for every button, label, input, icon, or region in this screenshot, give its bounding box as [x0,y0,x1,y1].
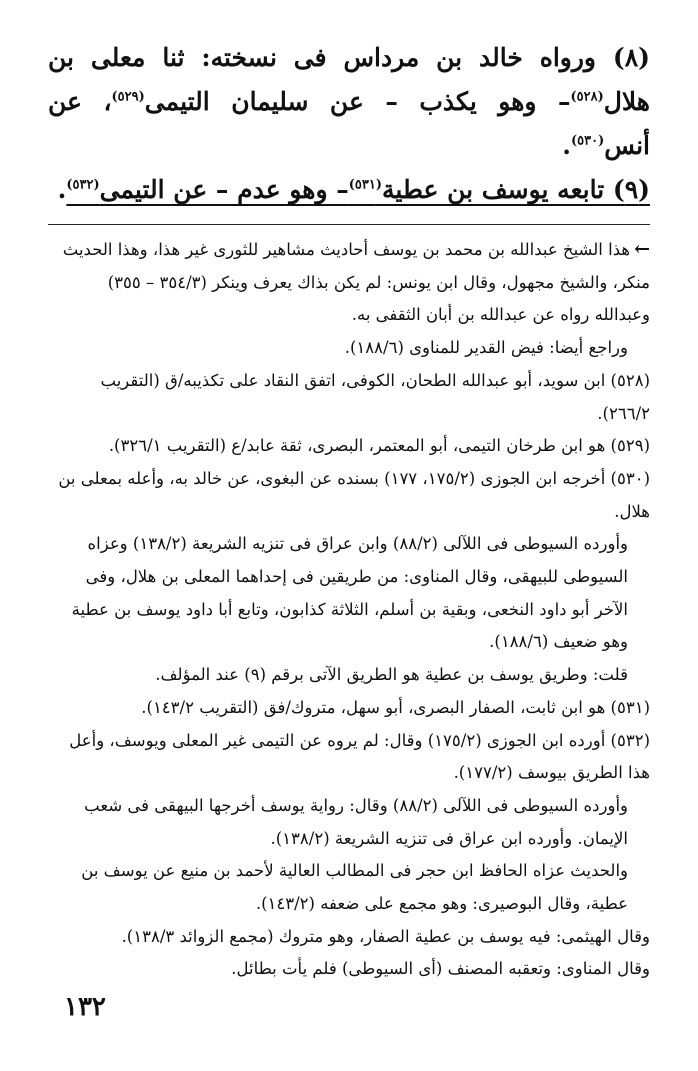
footnote-ref-528: (٥٢٨) [570,89,604,105]
footnote-532-c: والحديث عزاه الحافظ ابن حجر فى المطالب العالية لأحمد بن منيع عن يوسف بن عطية، وقال البوصيرى: وهو مجمع على ضعفه (١٤٣/٢). [81,861,628,914]
footnote-continued: ←هذا الشيخ عبدالله بن محمد بن يوسف أحاديث مشاهير للثورى غير هذا، وهذا الحديث منكر، والشيخ مجهول، وقال ابن يونس: لم يكن بذاك يعرف وينكر (٣٥٤/٣ – ٣٥٥) وعبدالله رواه عن عبدالله بن أبان الثقفى به. [48,233,650,332]
arrow-mark-icon: ← [634,238,650,260]
page-number: ١٣٢ [64,992,106,1022]
paragraph-8: (٨) ورواه خالد بن مرداس فى نسخته: ثنا معلى بن هلال$^{(٥٢٨)}$– وهو يكذب – عن سليمان التيمى$^{(٥٢٩)}$، عن أنس$^{(٥٣٠)}$. [48,43,650,160]
footnote-528: (٥٢٨) ابن سويد، أبو عبدالله الطحان، الكوفى، اتفق النقاد على تكذيبه/ق (التقريب ٢٦٦/٢). [100,370,650,423]
paragraph-9-underlined: (٩) تابعه يوسف بن عطية$^{(٥٣١)}$– وهو عدم – عن التيمى$^{(٥٣٢)}$ [66,175,650,204]
main-text [48,36,650,212]
footnote-continued-ref: وراجع أيضا: فيض القدير للمناوى (١٨٨/٦). [344,338,628,358]
footnote-ref-529: (٥٢٩) [111,89,145,105]
footnote-532: (٥٣٢) أورده ابن الجوزى (١٧٥/٢) وقال: لم يروه عن التيمى غير المعلى ويوسف، وأعل هذا الطريق بيوسف (١٧٧/٢). [69,730,650,783]
footnote-530-c: قلت: وطريق يوسف بن عطية هو الطريق الآتى برقم (٩) عند المؤلف. [155,665,628,685]
footnote-532-e: وقال المناوى: وتعقبه المصنف (أى السيوطى) فلم يأت بطائل. [231,959,650,979]
footnotes [48,233,650,986]
footnote-530: (٥٣٠) أخرجه ابن الجوزى (١٧٥/٢، ١٧٧) بسنده عن البغوى، عن خالد به، وأعله بمعلى بن هلال. [58,468,650,521]
footnote-divider [48,224,650,225]
footnote-ref-532: (٥٣٢) [66,177,100,193]
footnote-532-d: وقال الهيثمى: فيه يوسف بن عطية الصفار، وهو متروك (مجمع الزوائد ١٣٨/٣). [121,926,650,946]
footnote-ref-531: (٥٣١) [348,177,383,193]
footnote-530-b: وأورده السيوطى فى اللآلى (٨٨/٢) وابن عراق فى تنزيه الشريعة (١٣٨/٢) وعزاه السيوطى للبيهقى، وقال المناوى: من طريقين فى إحداهما المعلى بن هلال، وفى الآخر أبو داود النخعى، وبقية بن أسلم، الثلاثة كذابون، وتابع أبا داود يوسف بن عطية وهو ضعيف (١٨٨/٦). [71,534,628,652]
footnote-531: (٥٣١) هو ابن ثابت، الصفار البصرى، أبو سهل، متروك/فق (التقريب ١٤٣/٢). [141,697,650,717]
footnote-529: (٥٢٩) هو ابن طرخان التيمى، أبو المعتمر، البصرى، ثقة عابد/ع (التقريب ٣٢٦/١). [108,436,650,456]
footnote-ref-530: (٥٣٠) [570,133,605,149]
paragraph-9: (٩) تابعه يوسف بن عطية$^{(٥٣١)}$– وهو عدم – عن التيمى$^{(٥٣٢)}$. [57,175,650,204]
footnote-532-b: وأورده السيوطى فى اللآلى (٨٨/٢) وقال: رواية يوسف أخرجها البيهقى فى شعب الإيمان. وأورده ابن عراق فى تنزيه الشريعة (١٣٨/٢). [84,795,628,848]
